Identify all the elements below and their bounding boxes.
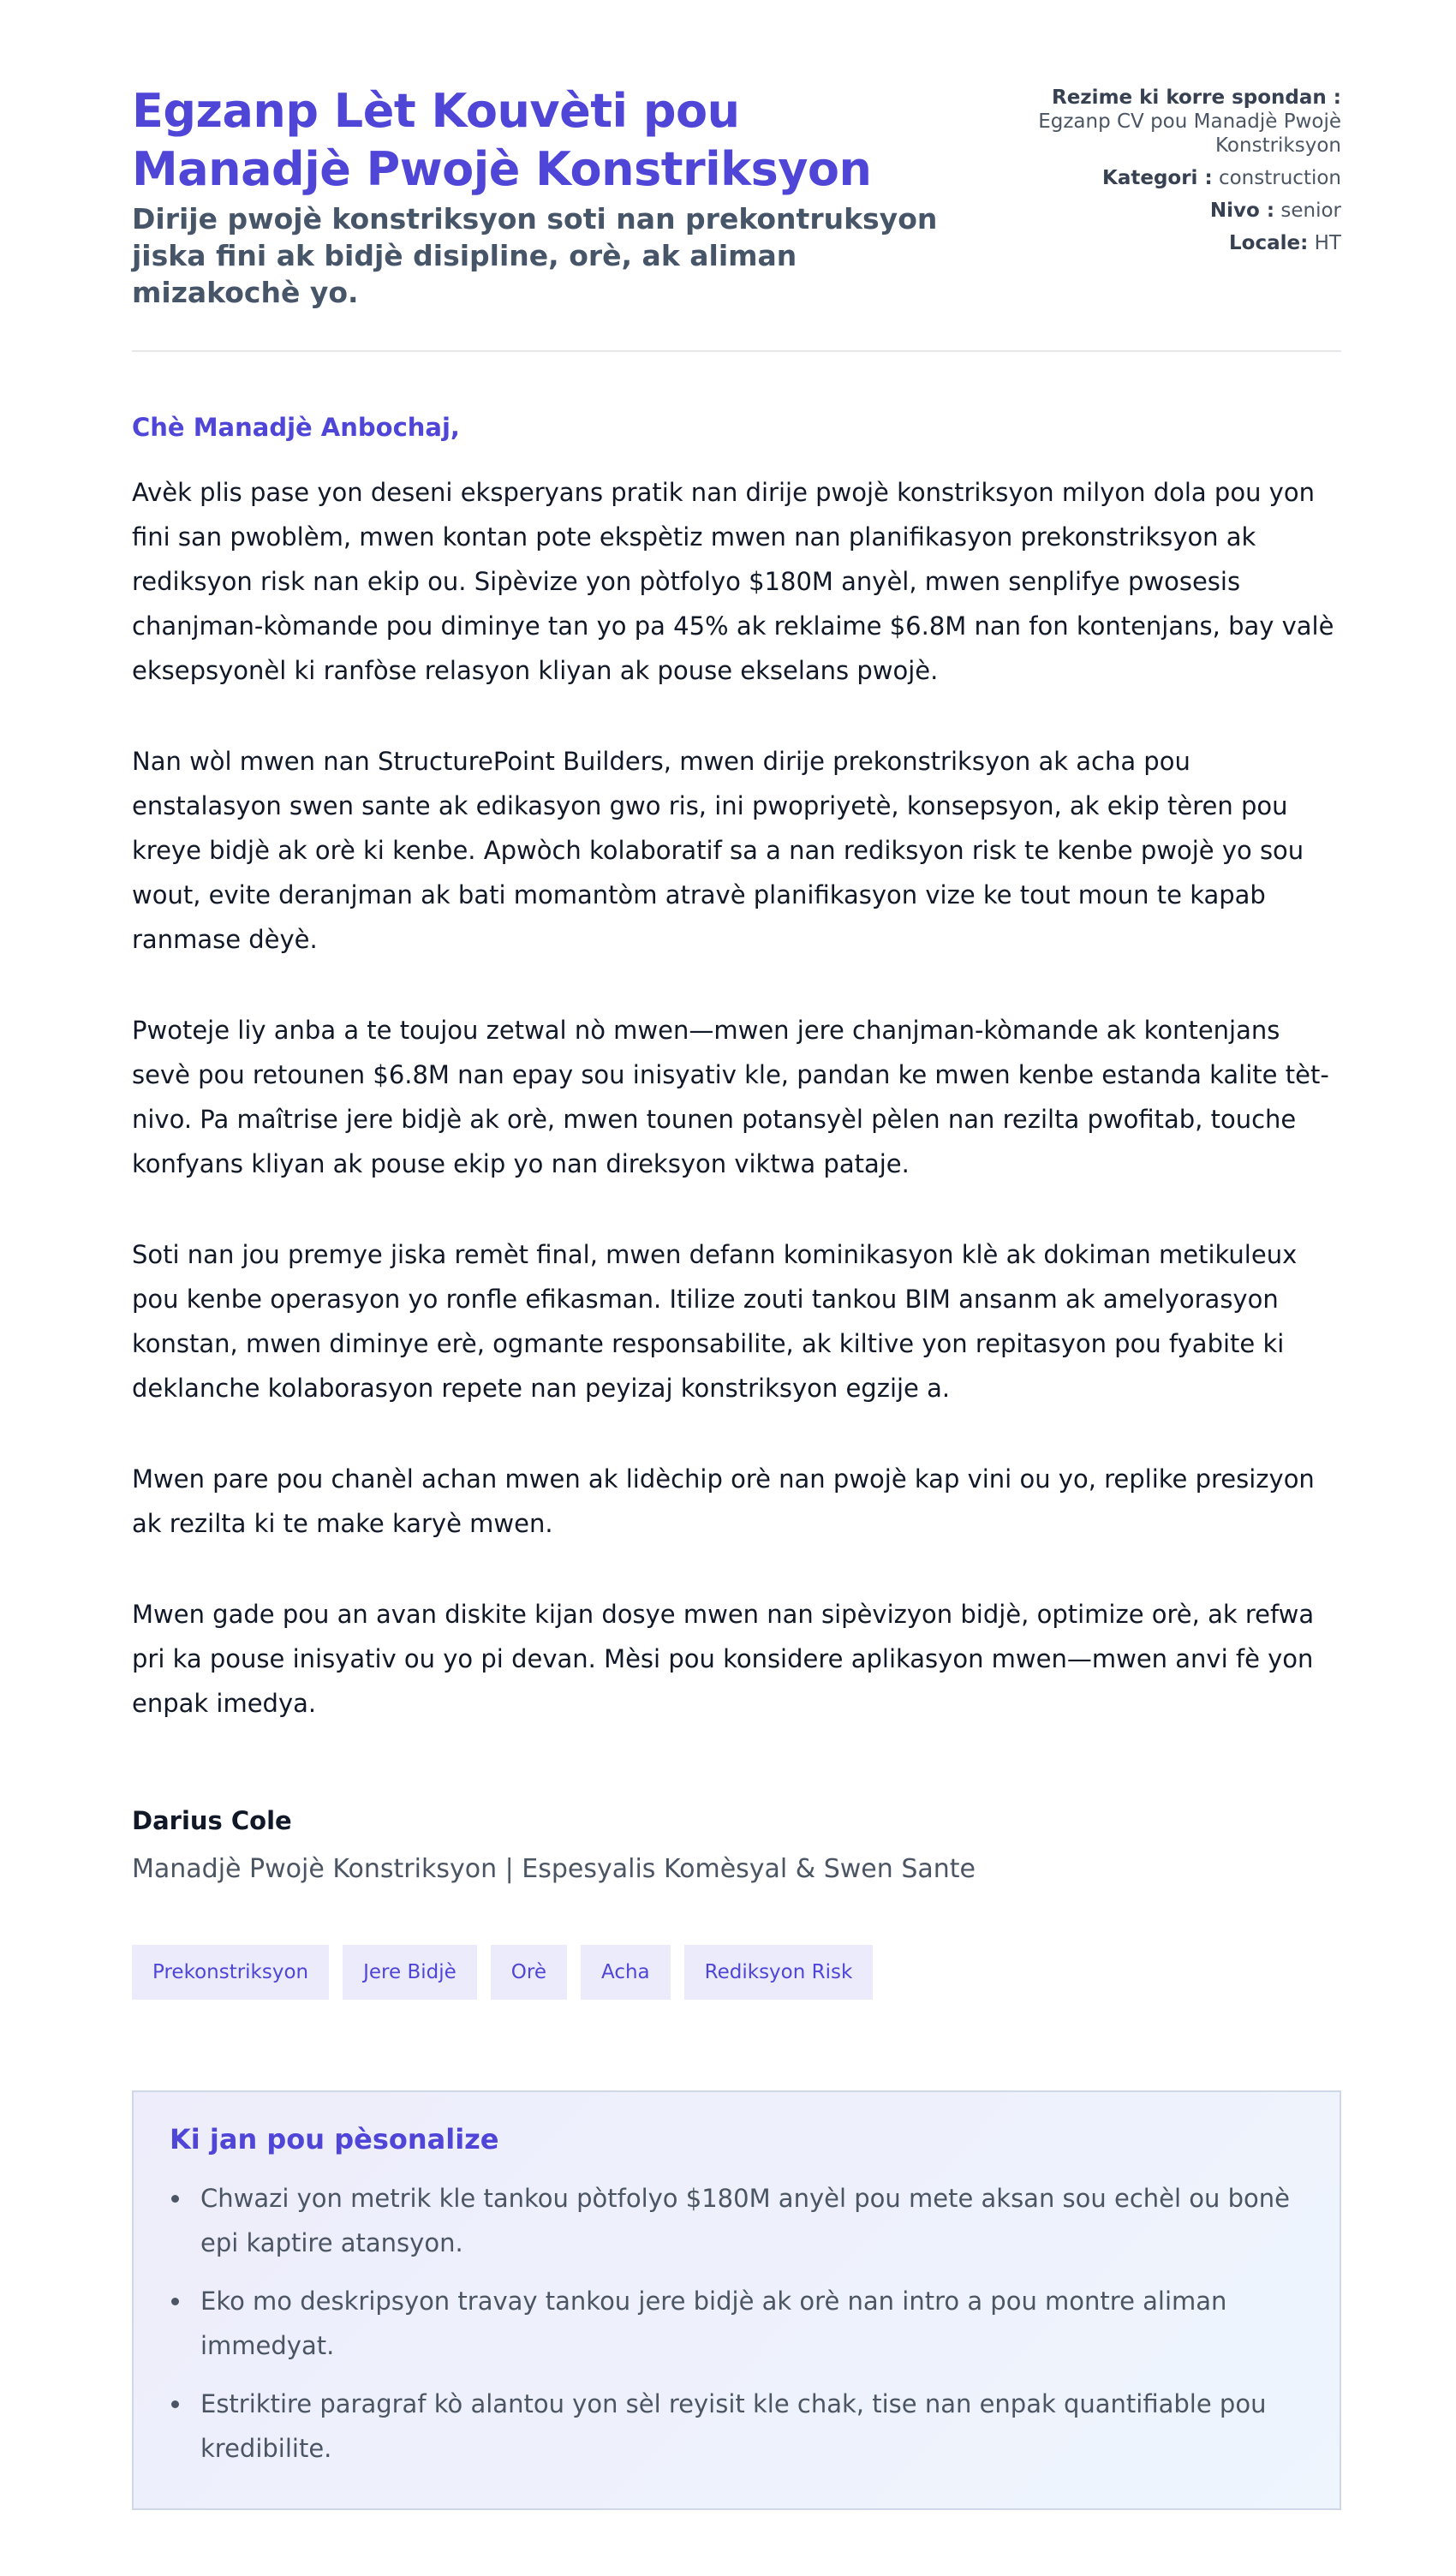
skill-tag: Acha	[581, 1945, 671, 2000]
skill-tags	[132, 1945, 1341, 2000]
meta-category-value: construction	[1218, 167, 1341, 189]
letter-paragraph: Mwen pare pou chanèl achan mwen ak lidèchip orè nan pwojè kap vini ou yo, replike presizyon ak rezilta ki te make karyè mwen.	[132, 1464, 1315, 1538]
tips-list	[170, 2176, 1304, 2471]
letter-paragraph: Soti nan jou premye jiska remèt final, mwen defann kominikasyon klè ak dokiman metikuleux pou kenbe operasyon yo ronfle efikasman. Itilize zouti tankou BIM ansanm ak amelyorasyon konstan, mwen diminye erè, ogmante responsabilite, ak kiltive yon repitasyon pou fyabite ki deklanche kolaborasyon repete nan peyizaj konstriksyon egzije a.	[132, 1240, 1298, 1403]
page-subtitle: Dirije pwojè konstriksyon soti nan prekontruksyon jiska fini ak bidjè disipline, orè, ak aliman mizakochè yo.	[132, 202, 938, 309]
letter-paragraph: Pwoteje liy anba a te toujou zetwal nò mwen—mwen jere chanjman-kòmande ak kontenjans sevè pou retounen $6.8M nan epay sou inisyativ kle, pandan ke mwen kenbe estanda kalite tèt-nivo. Pa maîtrise jere bidjè ak orè, mwen tounen potansyèl pèlen nan rezilta pwofitab, touche konfyans kliyan ak pouse ekip yo nan direksyon viktwa pataje.	[132, 1016, 1329, 1178]
customization-tips-box	[132, 2090, 1341, 2510]
meta-locale	[982, 231, 1341, 255]
skill-tag: Jere Bidjè	[343, 1945, 477, 2000]
letter-paragraph: Nan wòl mwen nan StructurePoint Builders, mwen dirije prekonstriksyon ak acha pou enstalasyon swen sante ak edikasyon gwo ris, ini pwopriyetè, konsepsyon, ak ekip tèren pou kreye bidjè ak orè ki kenbe. Apwòch kolaboratif sa a nan rediksyon risk te kenbe pwojè yo sou wout, evite deranjman ak bati momantòm atravè planifikasyon vize ke tout moun te kapab ranmase dèyè.	[132, 747, 1304, 954]
meta-level	[982, 199, 1341, 223]
page-title: Egzanp Lèt Kouvèti pou Manadjè Pwojè Konstriksyon	[132, 84, 872, 196]
cover-letter-page	[132, 82, 1341, 2510]
letter-paragraph: Avèk plis pase yon deseni eksperyans pratik nan dirije pwojè konstriksyon milyon dola pou yon fini san pwoblèm, mwen kontan pote ekspètiz mwen nan planifikasyon prekonstriksyon ak rediksyon risk nan ekip ou. Sipèvize yon pòtfolyo $180M anyèl, mwen senplifye pwosesis chanjman-kòmande pou diminye tan yo pa 45% ak reklaime $6.8M nan fon kontenjans, bay valè eksepsyonèl ki ranfòse relasyon kliyan ak pouse ekselans pwojè.	[132, 478, 1334, 685]
tips-item-text: Estriktire paragraf kò alantou yon sèl reyisit kle chak, tise nan enpak quantifiable pou kredibilite.	[200, 2389, 1267, 2463]
bullet-icon	[171, 2195, 179, 2203]
meta-locale-value: HT	[1314, 232, 1341, 254]
skill-tag: Prekonstriksyon	[132, 1945, 329, 2000]
signature-block	[132, 1804, 1341, 1887]
bullet-icon	[171, 2298, 179, 2305]
meta-summary-label: Rezime ki korre spondan :	[1051, 86, 1341, 109]
letter-body	[132, 470, 1341, 1726]
tips-item-text: Eko mo deskripsyon travay tankou jere bidjè ak orè nan intro a pou montre aliman immedyat.	[200, 2287, 1227, 2360]
meta-panel	[982, 82, 1341, 264]
tips-list-item	[170, 2176, 1304, 2265]
page-header	[132, 82, 1341, 352]
tips-list-item	[170, 2279, 1304, 2368]
meta-level-value: senior	[1280, 200, 1341, 222]
header-titles	[132, 82, 954, 311]
tips-list-item	[170, 2382, 1304, 2471]
tips-title: Ki jan pou pèsonalize	[170, 2123, 499, 2156]
signature-role: Manadjè Pwojè Konstriksyon | Espesyalis Komèsyal & Swen Sante	[132, 1854, 976, 1884]
meta-category	[982, 166, 1341, 190]
signature-name: Darius Cole	[132, 1806, 292, 1835]
bullet-icon	[171, 2400, 179, 2408]
meta-locale-label: Locale:	[1229, 232, 1309, 254]
skill-tag: Rediksyon Risk	[684, 1945, 874, 2000]
tips-item-text: Chwazi yon metrik kle tankou pòtfolyo $180M anyèl pou mete aksan sou echèl ou bonè epi kaptire atansyon.	[200, 2184, 1290, 2257]
salutation: Chè Manadjè Anbochaj,	[132, 413, 460, 442]
meta-summary-value: Egzanp CV pou Manadjè Pwojè Konstriksyon	[1038, 110, 1341, 157]
meta-summary	[982, 86, 1341, 158]
skill-tag: Orè	[491, 1945, 567, 2000]
meta-level-label: Nivo :	[1209, 200, 1275, 222]
meta-category-label: Kategori :	[1102, 167, 1213, 189]
letter-paragraph: Mwen gade pou an avan diskite kijan dosye mwen nan sipèvizyon bidjè, optimize orè, ak refwa pri ka pouse inisyativ ou yo pi devan. Mèsi pou konsidere aplikasyon mwen—mwen anvi fè yon enpak imedya.	[132, 1600, 1315, 1718]
